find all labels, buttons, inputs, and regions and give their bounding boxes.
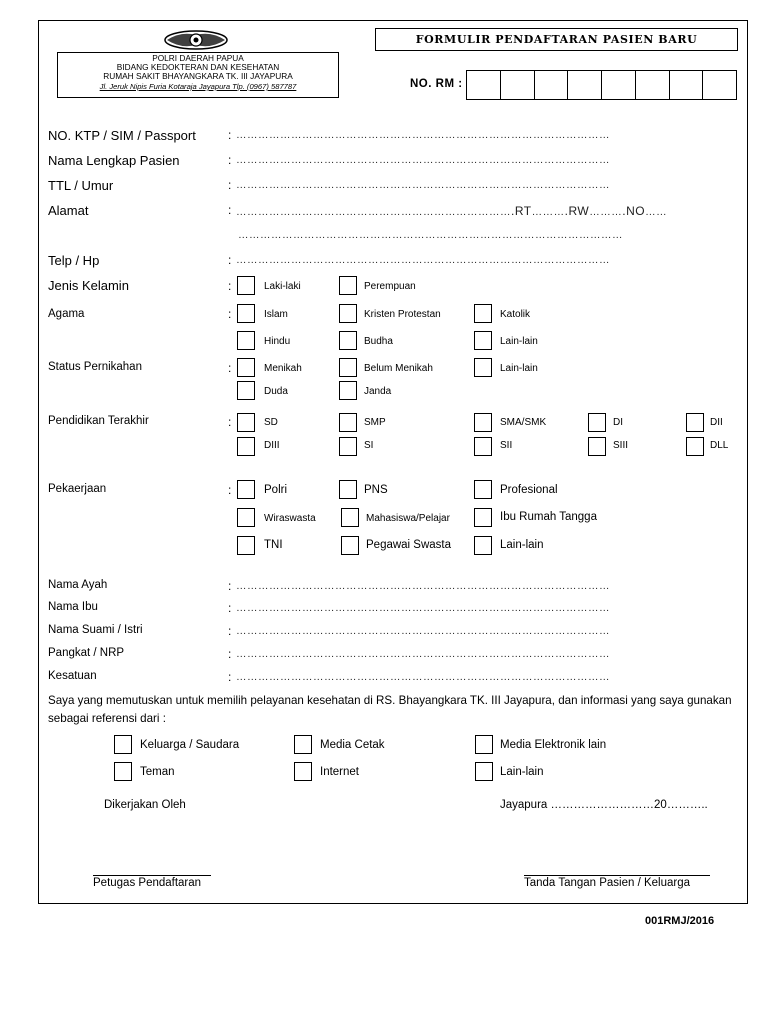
teman-label: Teman [140,766,175,778]
form-title: FORMULIR PENDAFTARAN PASIEN BARU [375,28,738,51]
pangkat-label: Pangkat / NRP [48,647,125,659]
no-rm-label: NO. RM : [410,78,463,90]
colon: : [228,203,232,217]
belum-menikah-label: Belum Menikah [364,363,433,374]
di-checkbox[interactable] [588,413,606,432]
colon: : [228,153,232,167]
telp-field[interactable]: ………………………………………………………………………………………… [236,254,610,266]
profesional-label: Profesional [500,484,558,496]
pangkat-field[interactable]: ………………………………………………………………………………………… [236,648,610,660]
referral-lain-label: Lain-lain [500,766,544,778]
sma-label: SMA/SMK [500,417,547,428]
nama-label: Nama Lengkap Pasien [48,153,180,168]
ibu-field[interactable]: ………………………………………………………………………………………… [236,602,610,614]
profesional-checkbox[interactable] [474,480,492,499]
dll-label: DLL [710,440,729,451]
colon: : [228,178,232,192]
no-label: .NO [622,204,646,218]
tanda-tangan-label: Tanda Tangan Pasien / Keluarga [524,877,691,889]
rm-digit-box[interactable] [636,71,670,99]
ktp-label: NO. KTP / SIM / Passport [48,128,196,143]
internet-checkbox[interactable] [294,762,312,781]
alamat-field[interactable]: ………………………………………………………………….RT……….RW……….NO…… [236,204,668,218]
ayah-label: Nama Ayah [48,579,108,591]
ttl-field[interactable]: ………………………………………………………………………………………… [236,179,610,191]
sii-checkbox[interactable] [474,437,492,456]
hindu-label: Hindu [264,336,291,347]
dikerjakan-label: Dikerjakan Oleh [104,799,186,811]
perempuan-label: Perempuan [364,281,416,292]
org-line2: BIDANG KEDOKTERAN DAN KESEHATAN [116,62,280,72]
ayah-field[interactable]: ………………………………………………………………………………………… [236,580,610,592]
janda-checkbox[interactable] [339,381,357,400]
tni-label: TNI [264,539,283,551]
year-label: 20 [654,799,667,811]
no-rm-boxes[interactable] [466,70,737,100]
si-checkbox[interactable] [339,437,357,456]
duda-label: Duda [264,386,288,397]
media-elektronik-label: Media Elektronik lain [500,739,607,751]
rm-digit-box[interactable] [467,71,501,99]
rm-digit-box[interactable] [602,71,636,99]
mahasiswa-label: Mahasiswa/Pelajar [366,513,450,524]
colon: : [228,415,232,429]
form-code: 001RMJ/2016 [645,915,715,927]
teman-checkbox[interactable] [114,762,132,781]
alamat-label: Alamat [48,203,89,218]
dii-label: DII [710,417,723,428]
pns-checkbox[interactable] [339,480,357,499]
colon: : [228,361,232,375]
dll-checkbox[interactable] [686,437,704,456]
sii-label: SII [500,440,513,451]
belum-menikah-checkbox[interactable] [339,358,357,377]
agama-lain-checkbox[interactable] [474,331,492,350]
rm-digit-box[interactable] [501,71,535,99]
kerja-lain-label: Lain-lain [500,539,544,551]
sma-checkbox[interactable] [474,413,492,432]
hospital-address: Jl. Jeruk Nipis Furia Kotaraja Jayapura Tlp. (0967) 587787 [99,82,297,91]
katolik-checkbox[interactable] [474,304,492,323]
budha-checkbox[interactable] [339,331,357,350]
sd-checkbox[interactable] [237,413,255,432]
suami-field[interactable]: ………………………………………………………………………………………… [236,625,610,637]
nama-field[interactable]: ………………………………………………………………………………………… [236,154,610,166]
pekerjaan-label: Pekaerjaan [48,483,107,495]
rw-label: .RW [564,204,590,218]
di-label: DI [613,417,623,428]
polri-label: Polri [264,484,288,496]
keluarga-checkbox[interactable] [114,735,132,754]
org-line3: RUMAH SAKIT BHAYANGKARA TK. III JAYAPURA [103,71,293,81]
status-label: Status Pernikahan [48,361,142,373]
jayapura-label: Jayapura [500,799,548,811]
kerja-lain-checkbox[interactable] [474,536,492,555]
date-line[interactable]: Jayapura ………………………20……….. [500,799,708,811]
swasta-label: Pegawai Swasta [366,539,452,551]
media-cetak-label: Media Cetak [320,739,385,751]
colon: : [228,601,232,615]
media-elektronik-checkbox[interactable] [475,735,493,754]
jk-label: Jenis Kelamin [48,278,129,293]
diii-checkbox[interactable] [237,437,255,456]
laki-checkbox[interactable] [237,276,255,295]
duda-checkbox[interactable] [237,381,255,400]
suami-label: Nama Suami / Istri [48,624,143,636]
alamat-field-2[interactable]: …………………………………………………………………………………………… [238,229,623,241]
internet-label: Internet [320,766,359,778]
colon: : [228,647,232,661]
perempuan-checkbox[interactable] [339,276,357,295]
irt-label: Ibu Rumah Tangga [500,511,597,523]
ibu-label: Nama Ibu [48,601,98,613]
colon: : [228,128,232,142]
agama-label: Agama [48,308,85,320]
telp-label: Telp / Hp [48,253,100,268]
rm-digit-box[interactable] [568,71,602,99]
kristen-label: Kristen Protestan [364,309,441,320]
media-cetak-checkbox[interactable] [294,735,312,754]
kesatuan-field[interactable]: ………………………………………………………………………………………… [236,671,610,683]
smp-label: SMP [364,417,386,428]
laki-label: Laki-laki [264,281,301,292]
keluarga-label: Keluarga / Saudara [140,739,240,751]
pns-label: PNS [364,484,388,496]
colon: : [228,307,232,321]
irt-checkbox[interactable] [474,508,492,527]
si-label: SI [364,440,374,451]
katolik-label: Katolik [500,309,531,320]
rm-digit-box[interactable] [670,71,704,99]
referral-lain-checkbox[interactable] [475,762,493,781]
janda-label: Janda [364,386,392,397]
rt-label: .RT [511,204,532,218]
dii-checkbox[interactable] [686,413,704,432]
mahasiswa-checkbox[interactable] [341,508,359,527]
siii-label: SIII [613,440,629,451]
budha-label: Budha [364,336,393,347]
colon: : [228,670,232,684]
status-lain-label: Lain-lain [500,363,538,374]
smp-checkbox[interactable] [339,413,357,432]
kesatuan-label: Kesatuan [48,670,97,682]
menikah-label: Menikah [264,363,302,374]
agama-lain-label: Lain-lain [500,336,538,347]
swasta-checkbox[interactable] [341,536,359,555]
hindu-checkbox[interactable] [237,331,255,350]
rm-digit-box[interactable] [535,71,569,99]
sd-label: SD [264,417,278,428]
ktp-field[interactable]: ………………………………………………………………………………………… [236,129,610,141]
tni-checkbox[interactable] [237,536,255,555]
petugas-signature-line[interactable] [93,875,211,876]
org-line1: POLRI DAERAH PAPUA [152,53,244,63]
status-lain-checkbox[interactable] [474,358,492,377]
pasien-signature-line[interactable] [524,875,710,876]
referral-statement: Saya yang memutuskan untuk memilih pelayanan kesehatan di RS. Bhayangkara TK. III Jayapura, dan informasi yang saya gunakan sebagai referensi dari : [48,694,732,725]
wiraswasta-checkbox[interactable] [237,508,255,527]
hospital-header [57,52,339,98]
pendidikan-label: Pendidikan Terakhir [48,415,149,427]
colon: : [228,579,232,593]
rm-digit-box[interactable] [703,71,736,99]
colon: : [228,624,232,638]
islam-label: Islam [264,309,288,320]
islam-checkbox[interactable] [237,304,255,323]
polri-logo-icon [163,29,229,51]
diii-label: DIII [264,440,280,451]
petugas-label: Petugas Pendaftaran [93,877,202,889]
menikah-checkbox[interactable] [237,358,255,377]
kristen-checkbox[interactable] [339,304,357,323]
wiraswasta-label: Wiraswasta [264,513,316,524]
ttl-label: TTL / Umur [48,178,114,193]
siii-checkbox[interactable] [588,437,606,456]
colon: : [228,483,232,497]
colon: : [228,253,232,267]
colon: : [228,279,232,293]
polri-checkbox[interactable] [237,480,255,499]
